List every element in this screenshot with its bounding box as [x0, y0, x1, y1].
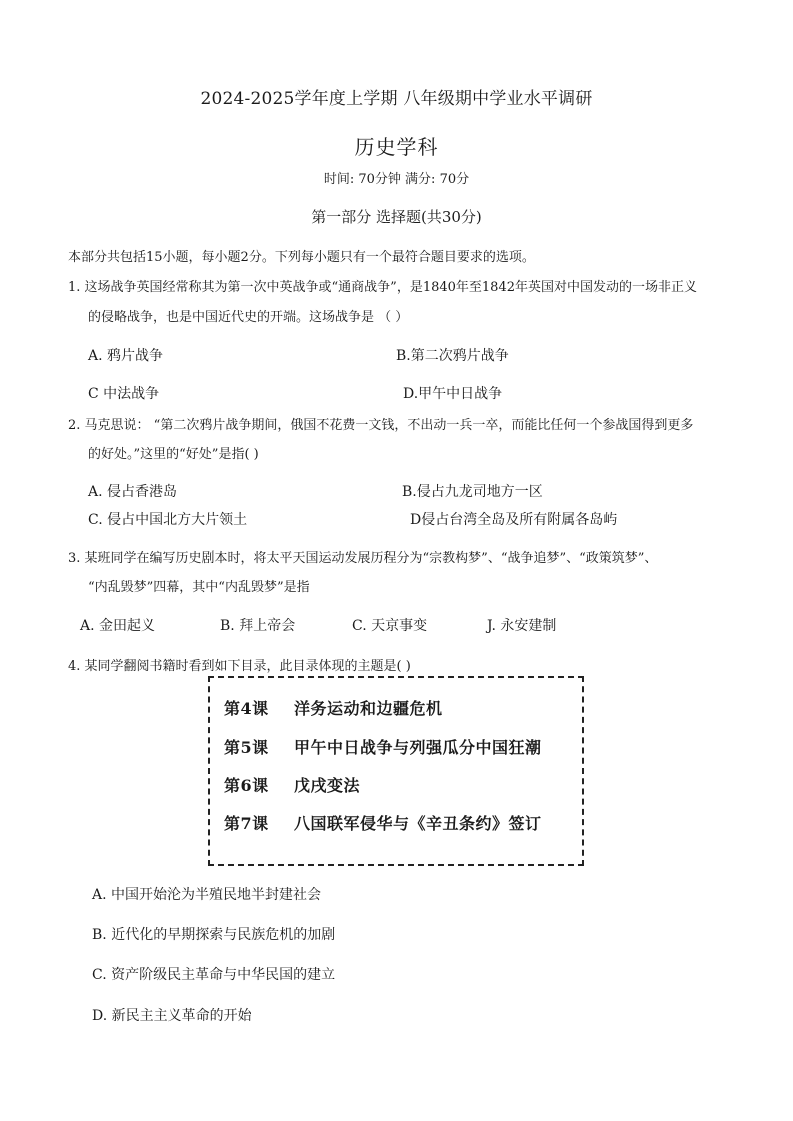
- question-1-option-a: A. 鸦片战争: [88, 348, 164, 364]
- question-1-stem-line2: 的侵略战争，也是中国近代史的开端。这场战争是 （ ）: [88, 310, 409, 325]
- section-title: 第一部分 选择题(共30分): [311, 208, 482, 226]
- question-1-option-c: C 中法战争: [88, 386, 160, 402]
- question-3-stem-line2: “内乱毁梦”四幕，其中“内乱毁梦”是指: [88, 580, 310, 595]
- catalog-lesson-number: 第5课: [224, 738, 269, 757]
- question-1-option-d: D.甲午中日战争: [403, 386, 503, 402]
- question-3-option-c: C. 天京事变: [352, 618, 428, 634]
- question-3-stem-line1: 3. 某班同学在编写历史剧本时，将太平天国运动发展历程分为“宗教构梦”、“战争追梦”、“政策筑梦”、: [68, 551, 658, 566]
- instructions: 本部分共包括15小题，每小题2分。下列每小题只有一个最符合题目要求的选项。: [68, 250, 535, 265]
- question-2-stem-line1: 2. 马克思说： “第二次鸦片战争期间，俄国不花费一文钱，不出动一兵一卒，而能比任何一个参战国得到更多: [68, 418, 694, 433]
- question-3-option-b: B. 拜上帝会: [220, 618, 296, 634]
- question-3-option-d: J. 永安建制: [487, 618, 557, 634]
- question-2-option-a: A. 侵占香港岛: [88, 484, 178, 500]
- question-3-option-a: A. 金田起义: [80, 618, 156, 634]
- question-4-stem: 4. 某同学翻阅书籍时看到如下目录，此目录体现的主题是( ): [68, 659, 411, 674]
- catalog-line-6: [224, 773, 360, 796]
- question-2-stem-line2: 的好处。”这里的“好处”是指( ): [88, 447, 259, 462]
- catalog-lesson-title: 八国联军侵华与《辛丑条约》签订: [294, 814, 542, 833]
- catalog-lesson-number: 第7课: [224, 814, 269, 833]
- question-2-option-b: B.侵占九龙司地方一区: [402, 484, 543, 500]
- question-4-option-a: A. 中国开始沦为半殖民地半封建社会: [92, 887, 322, 903]
- catalog-lesson-title: 甲午中日战争与列强瓜分中国狂潮: [294, 738, 542, 757]
- question-4-option-c: C. 资产阶级民主革命与中华民国的建立: [92, 967, 336, 983]
- question-4-option-b: B. 近代化的早期探索与民族危机的加剧: [92, 927, 336, 943]
- catalog-lesson-title: 戊戌变法: [294, 776, 361, 795]
- time-info: 时间: 70分钟 满分: 70分: [323, 172, 470, 187]
- catalog-line-5: [224, 735, 542, 758]
- catalog-line-7: [224, 811, 542, 834]
- catalog-image: [208, 676, 584, 866]
- question-1-option-b: B.第二次鸦片战争: [396, 348, 509, 364]
- catalog-line-4: [224, 696, 443, 719]
- catalog-lesson-number: 第4课: [224, 699, 269, 718]
- subject-title: 历史学科: [354, 135, 439, 159]
- exam-title: 2024-2025学年度上学期 八年级期中学业水平调研: [200, 89, 593, 109]
- question-1-stem-line1: 1. 这场战争英国经常称其为第一次中英战争或“通商战争”，是1840年至1842年英国对中国发动的一场非正义: [68, 280, 697, 295]
- question-4-option-d: D. 新民主主义革命的开始: [92, 1008, 252, 1024]
- question-2-option-d: D侵占台湾全岛及所有附属各岛屿: [410, 512, 618, 528]
- catalog-lesson-number: 第6课: [224, 776, 269, 795]
- catalog-lesson-title: 洋务运动和边疆危机: [294, 699, 443, 718]
- question-2-option-c: C. 侵占中国北方大片领土: [88, 512, 248, 528]
